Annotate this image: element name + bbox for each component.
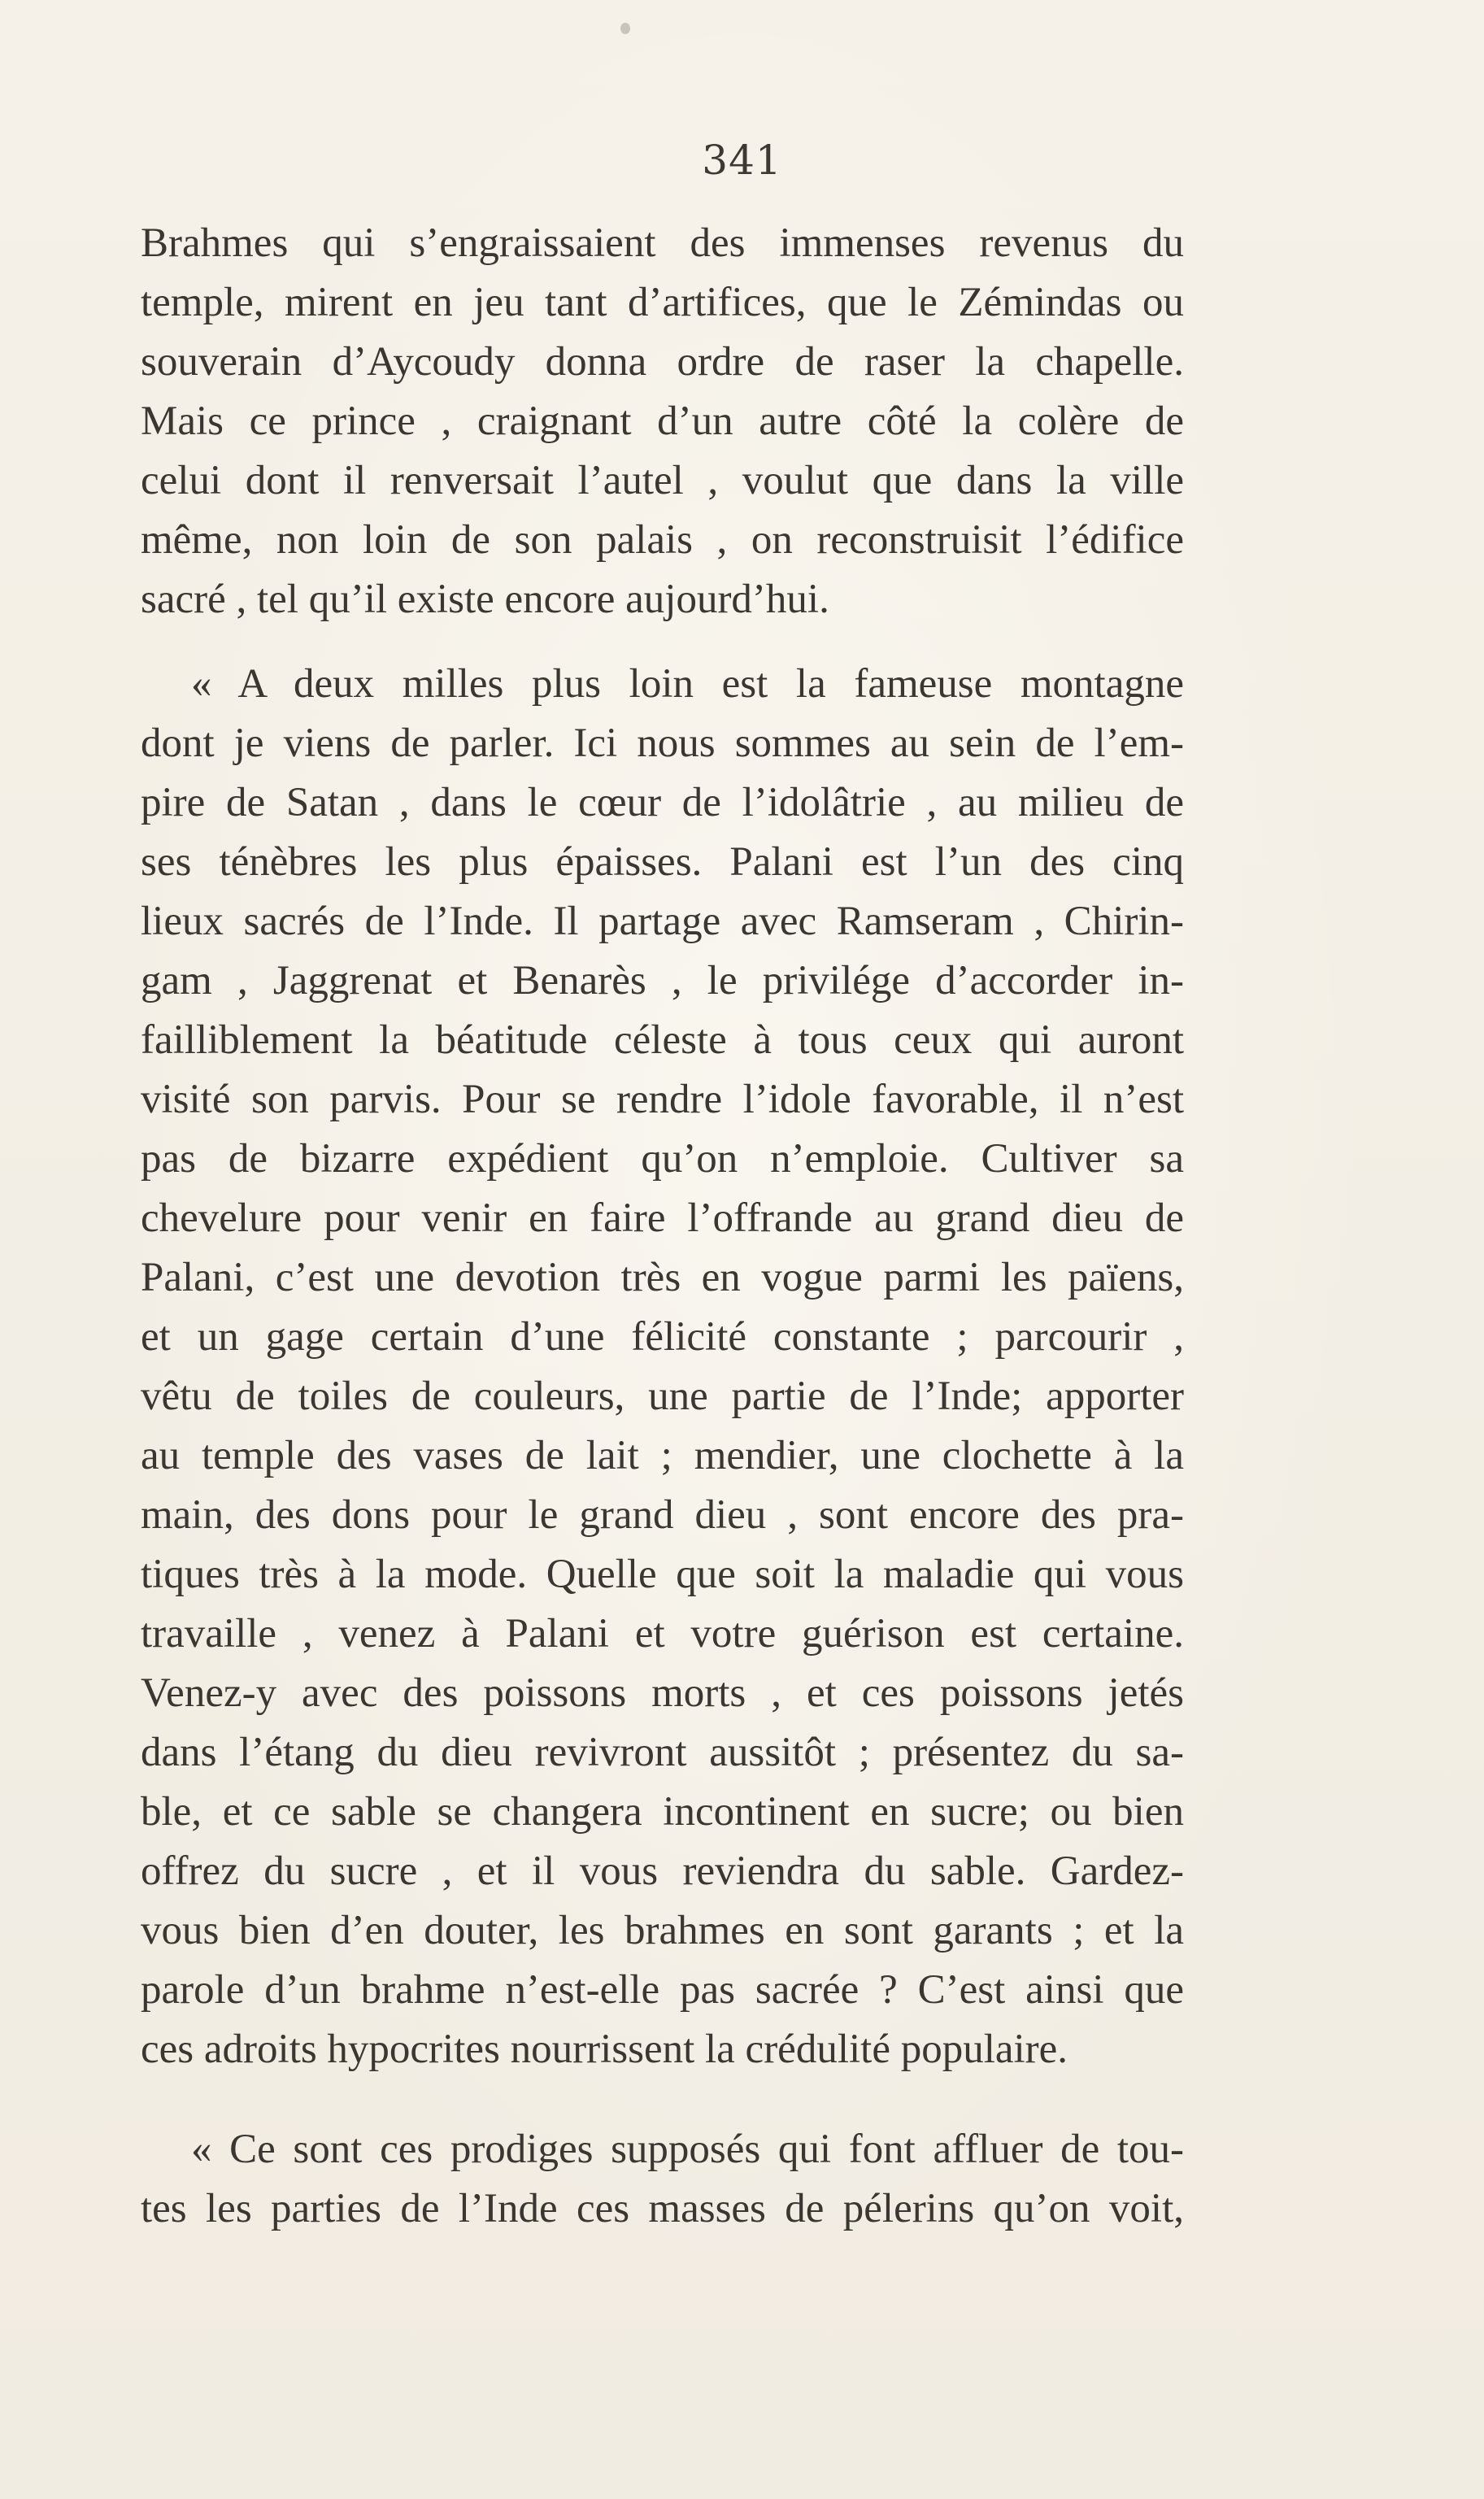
text-line: tiques très à la mode. Quelle que soit la maladie qui vous [141, 1552, 1184, 1597]
text-line: « A deux milles plus loin est la fameuse montagne [191, 661, 1184, 707]
text-line: ses ténèbres les plus épaisses. Palani est l’un des cinq [141, 839, 1184, 885]
text-line: main, des dons pour le grand dieu , sont encore des pra- [141, 1492, 1184, 1538]
text-line: ces adroits hypocrites nourrissent la crédulité populaire. [141, 2027, 1068, 2072]
text-line: et un gage certain d’une félicité constante ; parcourir , [141, 1314, 1184, 1360]
text-line: Brahmes qui s’engraissaient des immenses revenus du [141, 220, 1184, 266]
text-line: vous bien d’en douter, les brahmes en sont garants ; et la [141, 1908, 1184, 1953]
text-line: parole d’un brahme n’est-elle pas sacrée ? C’est ainsi que [141, 1967, 1184, 2013]
text-line: lieux sacrés de l’Inde. Il partage avec Ramseram , Chirin- [141, 899, 1184, 944]
text-line: dont je viens de parler. Ici nous sommes au sein de l’em- [141, 721, 1184, 766]
text-line: Venez-y avec des poissons morts , et ces poissons jetés [141, 1670, 1184, 1716]
text-line: Palani, c’est une devotion très en vogue parmi les païens, [141, 1255, 1184, 1300]
text-line: offrez du sucre , et il vous reviendra du sable. Gardez- [141, 1848, 1184, 1894]
ink-speck [620, 23, 630, 34]
text-line: travaille , venez à Palani et votre guérison est certaine. [141, 1611, 1184, 1657]
paragraph-3 [141, 2120, 1184, 2239]
text-line: dans l’étang du dieu revivront aussitôt ; présentez du sa- [141, 1730, 1184, 1775]
text-line: sacré , tel qu’il existe encore aujourd’hui. [141, 577, 829, 622]
text-line: celui dont il renversait l’autel , voulut que dans la ville [141, 458, 1184, 503]
text-line: souverain d’Aycoudy donna ordre de raser la chapelle. [141, 339, 1184, 385]
text-line: même, non loin de son palais , on reconstruisit l’édifice [141, 517, 1184, 563]
paragraph-1 [141, 214, 1184, 629]
text-line: pas de bizarre expédient qu’on n’emploie. Cultiver sa [141, 1136, 1184, 1182]
text-line: failliblement la béatitude céleste à tous ceux qui auront [141, 1017, 1184, 1063]
text-line: visité son parvis. Pour se rendre l’idole favorable, il n’est [141, 1077, 1184, 1122]
text-line: pire de Satan , dans le cœur de l’idolâtrie , au milieu de [141, 780, 1184, 825]
text-line: tes les parties de l’Inde ces masses de pélerins qu’on voit, [141, 2186, 1184, 2231]
text-line: gam , Jaggrenat et Benarès , le privilége d’accorder in- [141, 958, 1184, 1004]
text-line: « Ce sont ces prodiges supposés qui font affluer de tou- [191, 2127, 1184, 2172]
text-line: vêtu de toiles de couleurs, une partie de l’Inde; apporter [141, 1374, 1184, 1419]
paragraph-2 [141, 655, 1184, 2079]
text-line: ble, et ce sable se changera incontinent en sucre; ou bien [141, 1789, 1184, 1835]
text-line: au temple des vases de lait ; mendier, une clochette à la [141, 1433, 1184, 1478]
text-line: chevelure pour venir en faire l’offrande au grand dieu de [141, 1195, 1184, 1241]
text-line: Mais ce prince , craignant d’un autre côté la colère de [141, 398, 1184, 444]
text-line: temple, mirent en jeu tant d’artifices, que le Zémindas ou [141, 280, 1184, 325]
page-number: 341 [702, 137, 782, 184]
